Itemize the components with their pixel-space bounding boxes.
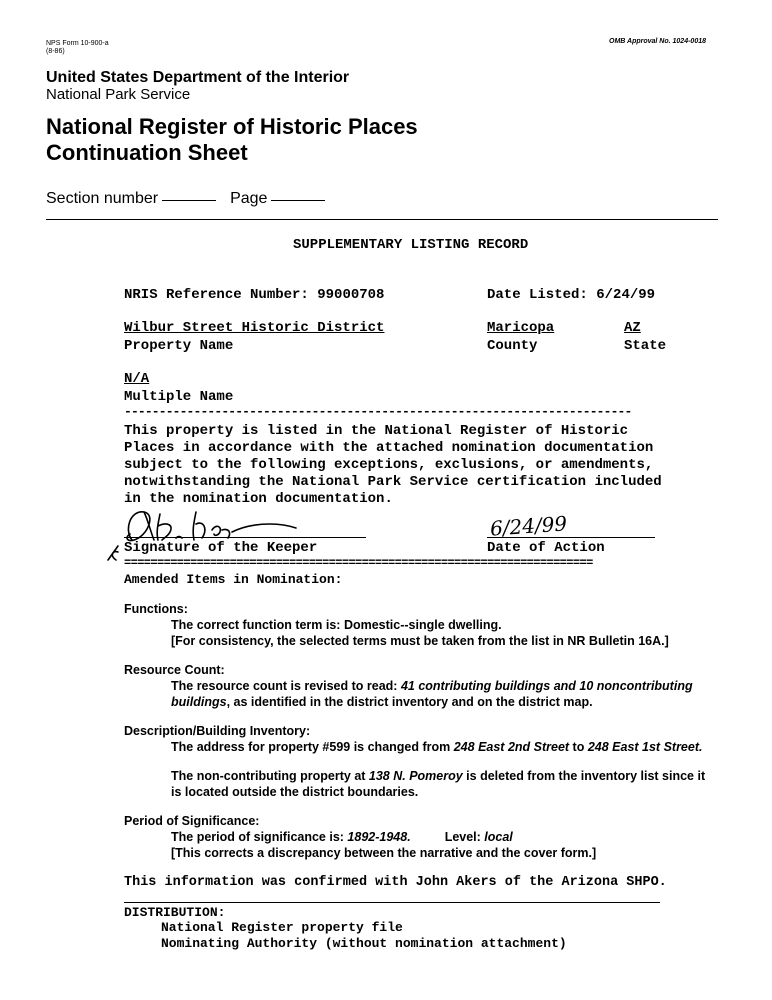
period-note: [This corrects a discrepancy between the narrative and the cover form.] — [171, 846, 597, 860]
record-heading: SUPPLEMENTARY LISTING RECORD — [293, 237, 529, 253]
county: Maricopa — [487, 320, 555, 336]
omb-approval: OMB Approval No. 1024-0018 — [609, 38, 706, 45]
noncontributing-line-1: The non-contributing property at 138 N. Pomeroy is deleted from the inventory list since it — [171, 769, 706, 783]
functions-line-2: [For consistency, the selected terms must be taken from the list in NR Bulletin 16A.] — [171, 634, 669, 648]
nris-reference: NRIS Reference Number: 99000708 — [124, 287, 385, 303]
resource-count-line-2: buildings, as identified in the district inventory and on the district map. — [171, 695, 593, 709]
amended-items-label: Amended Items in Nomination: — [124, 572, 343, 587]
county-label: County — [487, 338, 538, 354]
distribution-label: DISTRIBUTION: — [124, 905, 226, 920]
confirmation-line: This information was confirmed with John Akers of the Arizona SHPO. — [124, 875, 667, 890]
noncontributing-line-2: is located outside the district boundaries. — [171, 785, 419, 799]
signature-label: Signature of the Keeper — [124, 540, 318, 556]
state-label: State — [624, 338, 667, 354]
property-name: Wilbur Street Historic District — [124, 320, 385, 336]
listing-statement: This property is listed in the National Register of Historic Places in accordance with the attached nomination documentation subject to the following exceptions, exclusions, or amendments, notwithstanding the National Park Service certification included in the nomination documentation. — [124, 423, 662, 507]
action-date-handwritten: 6/24/99 — [489, 511, 568, 541]
period-line: The period of significance is: 1892-1948. Level: local — [171, 830, 513, 844]
resource-count-line-1: The resource count is revised to read: 41 contributing buildings and 10 noncontributing — [171, 679, 693, 693]
distribution-item-2: Nominating Authority (without nomination attachment) — [161, 936, 567, 951]
section-number-blank — [162, 200, 216, 201]
department-name: United States Department of the Interior — [46, 69, 350, 86]
agency-name: National Park Service — [46, 86, 191, 103]
signature-line — [124, 537, 366, 538]
description-heading: Description/Building Inventory: — [124, 724, 311, 738]
multiple-name: N/A — [124, 371, 150, 387]
period-heading: Period of Significance: — [124, 814, 260, 828]
multiple-name-label: Multiple Name — [124, 389, 234, 405]
functions-line-1: The correct function term is: Domestic--single dwelling. — [171, 618, 502, 632]
property-name-label: Property Name — [124, 338, 234, 354]
date-line — [487, 537, 655, 538]
equals-separator: ======================================================================= — [124, 556, 593, 570]
header-rule — [46, 219, 718, 220]
resource-count-heading: Resource Count: — [124, 663, 225, 677]
state: AZ — [624, 320, 641, 336]
form-title: National Register of Historic Places Continuation Sheet — [46, 114, 418, 165]
date-of-action-label: Date of Action — [487, 540, 605, 556]
date-listed: Date Listed: 6/24/99 — [487, 287, 656, 303]
address-change-line: The address for property #599 is changed from 248 East 2nd Street to 248 East 1st Street. — [171, 740, 703, 754]
distribution-rule — [124, 902, 660, 903]
section-page-line — [46, 190, 339, 208]
dash-separator: ------------------------------------------------------------------------- — [124, 404, 632, 419]
page-label: Page — [230, 190, 268, 207]
functions-heading: Functions: — [124, 602, 188, 616]
form-number: NPS Form 10-900-a (8-86) — [46, 40, 109, 55]
section-number-label: Section number — [46, 190, 159, 207]
page-blank — [271, 200, 325, 201]
distribution-item-1: National Register property file — [161, 920, 403, 935]
